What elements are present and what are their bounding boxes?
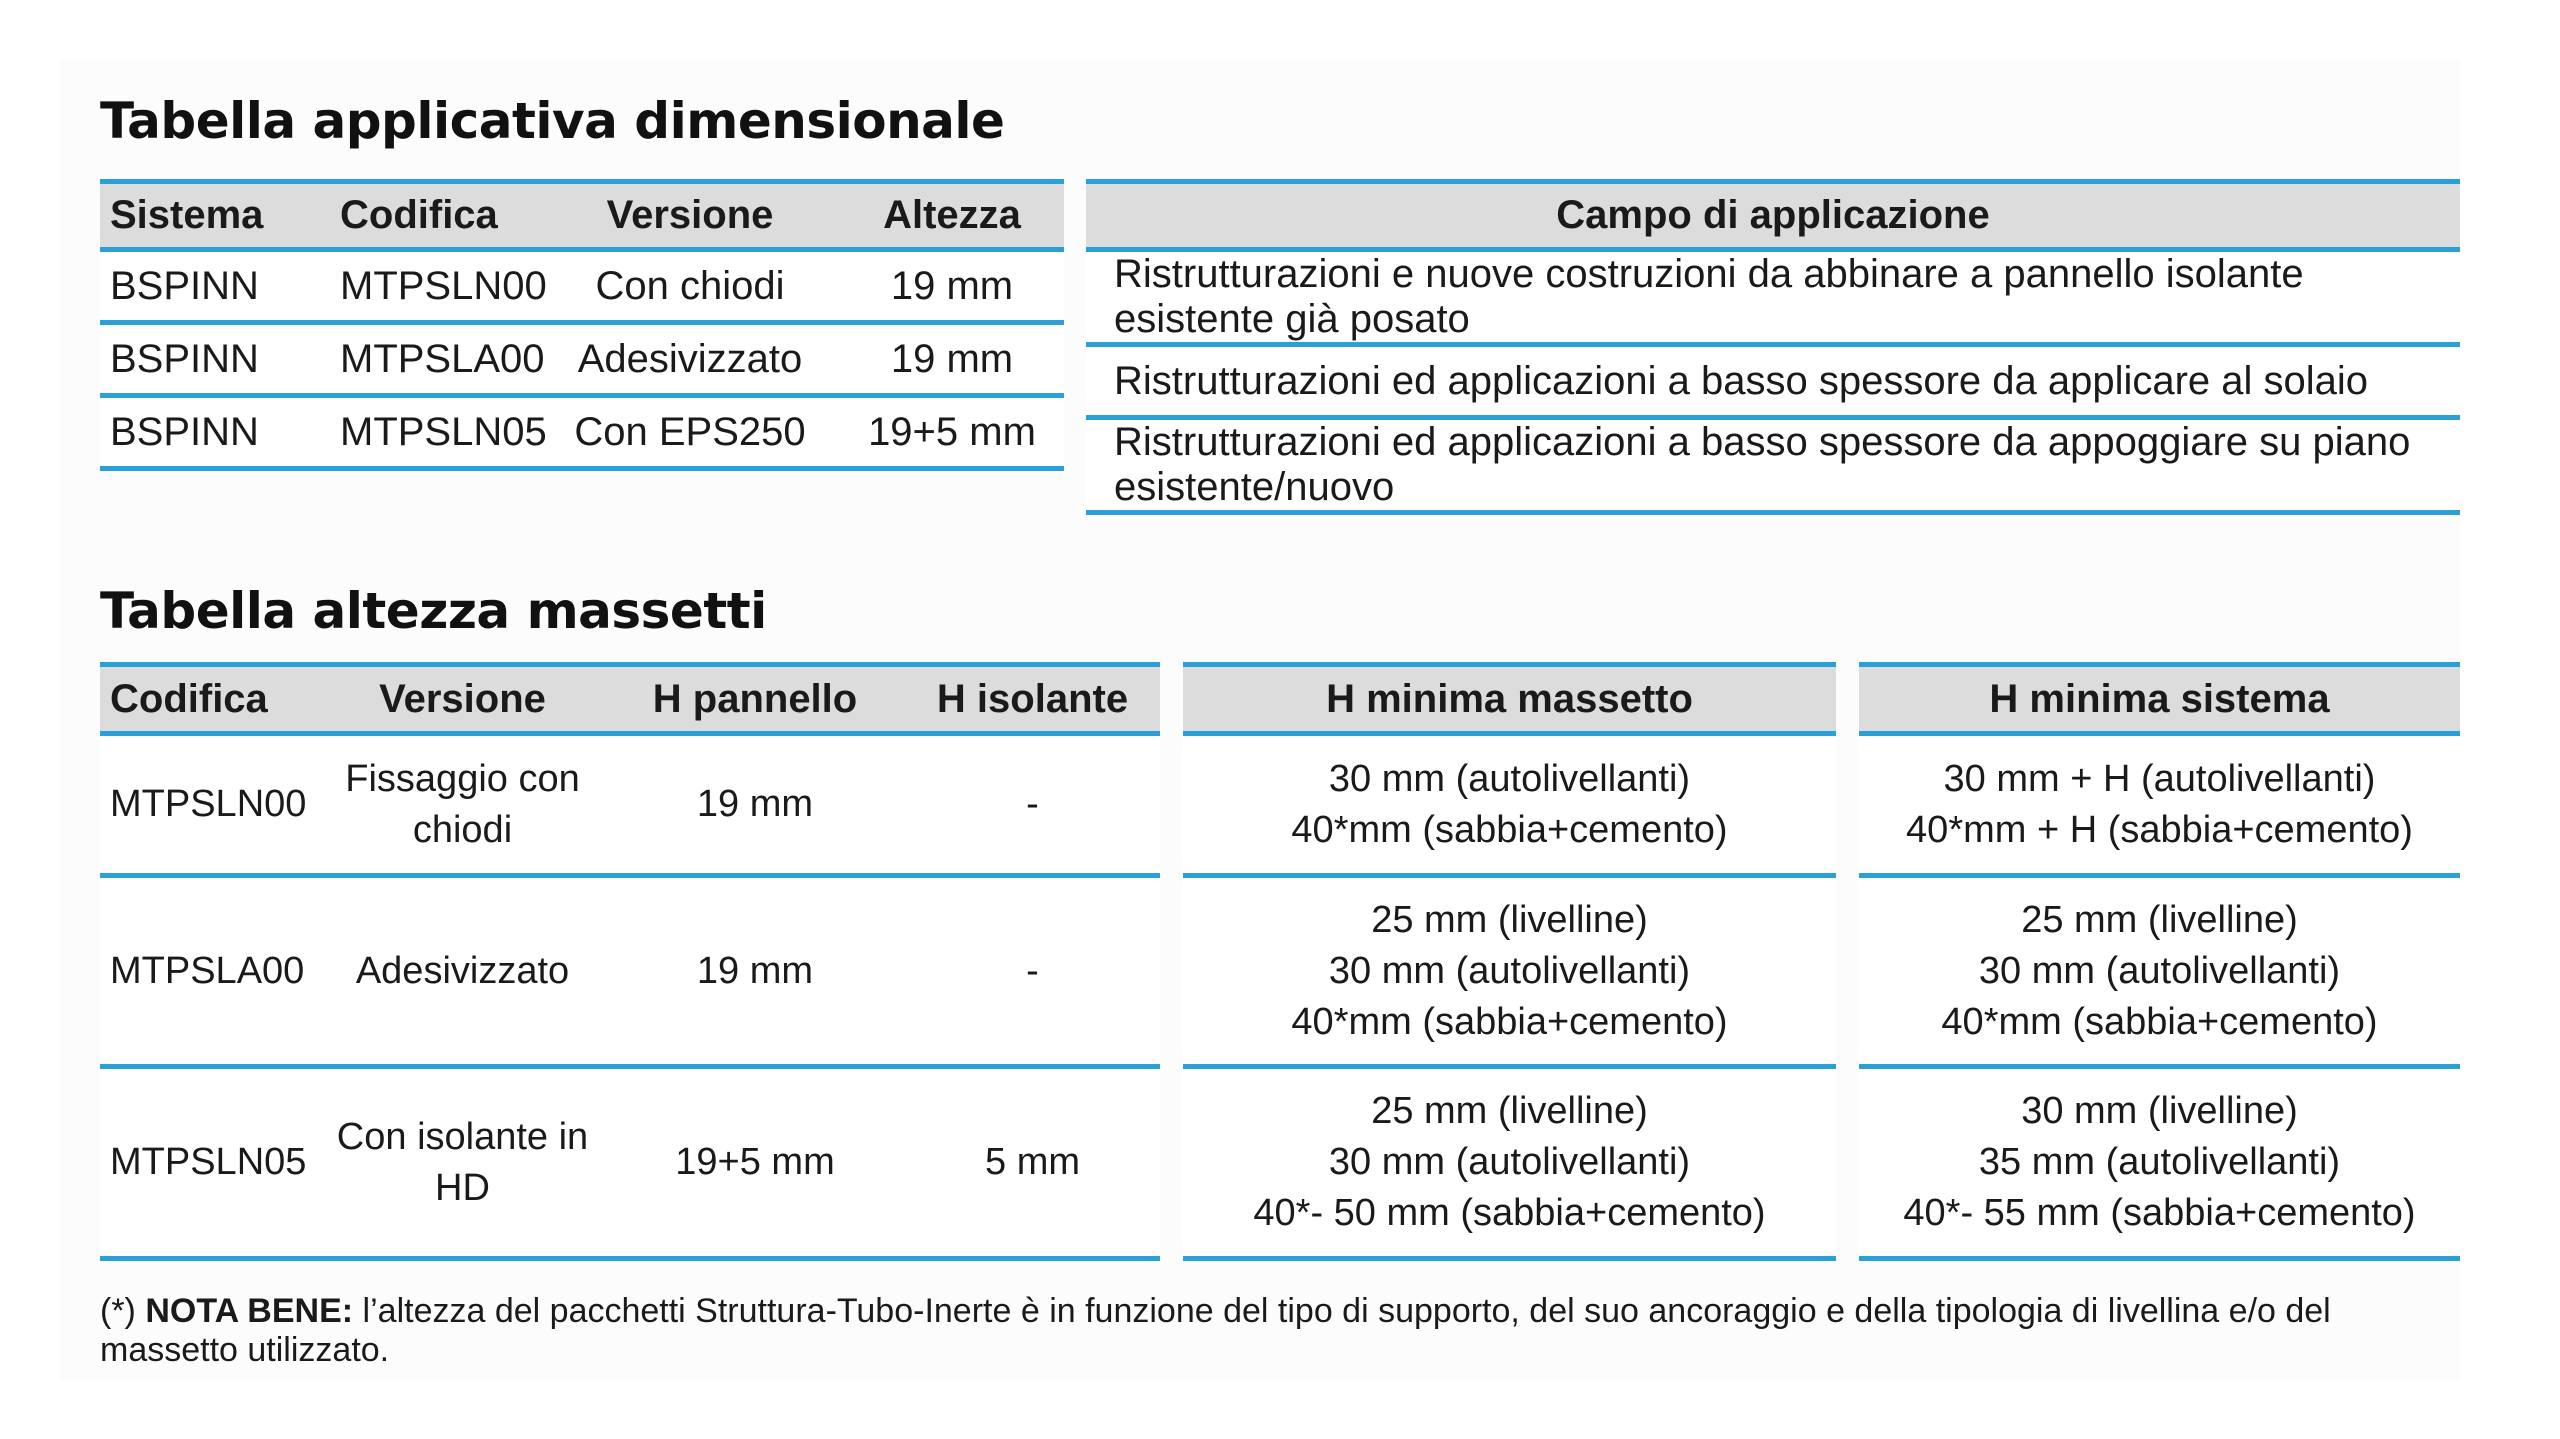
table2-massetto <box>1183 662 1836 1261</box>
cell-campo: Ristrutturazioni ed applicazioni a basso spessore da appoggiare su piano esistente/nuovo <box>1086 418 2460 513</box>
massetto-line: 30 mm (autolivellanti) <box>1328 757 1691 800</box>
cell-massetto <box>1183 1067 1836 1259</box>
sistema-line: 30 mm (livelline) <box>2021 1090 2298 1132</box>
massetto-line: 40*- 50 mm (sabbia+cemento) <box>1253 1192 1766 1234</box>
cell-altezza: 19 mm <box>840 323 1064 396</box>
cell-sistema <box>1859 876 2460 1067</box>
footnote-prefix: (*) <box>100 1292 146 1330</box>
table-row <box>100 250 1064 323</box>
table-row <box>1086 345 2460 418</box>
cell-h-isolante: - <box>905 734 1160 876</box>
table-row <box>1859 1067 2460 1259</box>
cell-sistema <box>1859 734 2460 876</box>
table2-title: Tabella altezza massetti <box>100 582 767 640</box>
table-row <box>1183 876 1836 1067</box>
cell-h-pannello: 19 mm <box>605 734 905 876</box>
cell-codifica: MTPSLN05 <box>100 1067 320 1259</box>
massetto-line: 25 mm (livelline) <box>1371 898 1648 941</box>
cell-campo: Ristrutturazioni e nuove costruzioni da abbinare a pannello isolante esistente già posato <box>1086 250 2460 345</box>
cell-altezza: 19+5 mm <box>840 396 1064 469</box>
header-versione: Versione <box>540 182 840 250</box>
cell-massetto <box>1183 876 1836 1067</box>
sistema-line: 40*mm + H (sabbia+cemento) <box>1906 808 2413 851</box>
table2-massetto-header-row <box>1183 665 1836 734</box>
table2-sistema-header-row <box>1859 665 2460 734</box>
cell-sistema: BSPINN <box>100 323 330 396</box>
cell-versione: Con isolante in HD <box>320 1067 605 1259</box>
header-h-isolante: H isolante <box>905 665 1160 734</box>
cell-campo: Ristrutturazioni ed applicazioni a basso spessore da applicare al solaio <box>1086 345 2460 418</box>
massetto-line: 30 mm (autolivellanti) <box>1328 949 1691 992</box>
header-h-minima-sistema: H minima sistema <box>1859 665 2460 734</box>
table-row <box>100 734 1160 876</box>
cell-codifica: MTPSLN00 <box>100 734 320 876</box>
table-row <box>1086 418 2460 513</box>
table-row <box>1086 250 2460 345</box>
cell-sistema: BSPINN <box>100 396 330 469</box>
cell-versione: Con EPS250 <box>540 396 840 469</box>
table2-main <box>100 662 1160 1261</box>
footnote <box>100 1292 2460 1370</box>
footnote-text: l’altezza del pacchetti Struttura-Tubo-Inerte è in funzione del tipo di supporto, del suo ancoraggio e della tipologia di livellina e/o del massetto utilizzato. <box>100 1292 2331 1369</box>
massetto-line: 30 mm (autolivellanti) <box>1328 1141 1691 1183</box>
header-h-minima-massetto: H minima massetto <box>1183 665 1836 734</box>
massetto-line: 40*mm (sabbia+cemento) <box>1291 808 1728 851</box>
table2-sistema <box>1859 662 2460 1261</box>
cell-sistema: BSPINN <box>100 250 330 323</box>
table-row <box>1859 876 2460 1067</box>
cell-h-isolante: 5 mm <box>905 1067 1160 1259</box>
cell-versione: Adesivizzato <box>540 323 840 396</box>
header-h-pannello: H pannello <box>605 665 905 734</box>
cell-versione: Fissaggio con chiodi <box>320 734 605 876</box>
cell-versione: Adesivizzato <box>320 876 605 1067</box>
table-row <box>100 1067 1160 1259</box>
table-row <box>1183 734 1836 876</box>
cell-h-isolante: - <box>905 876 1160 1067</box>
cell-codifica: MTPSLA00 <box>330 323 540 396</box>
footnote-label: NOTA BENE: <box>145 1292 354 1330</box>
table1-application-header-row <box>1086 182 2460 250</box>
cell-versione: Con chiodi <box>540 250 840 323</box>
massetto-line: 25 mm (livelline) <box>1371 1090 1648 1132</box>
cell-codifica: MTPSLN05 <box>330 396 540 469</box>
cell-h-pannello: 19 mm <box>605 876 905 1067</box>
sistema-line: 30 mm + H (autolivellanti) <box>1943 757 2376 800</box>
sistema-line: 30 mm (autolivellanti) <box>1978 949 2341 992</box>
cell-sistema <box>1859 1067 2460 1259</box>
cell-codifica: MTPSLN00 <box>330 250 540 323</box>
cell-codifica: MTPSLA00 <box>100 876 320 1067</box>
header-codifica: Codifica <box>330 182 540 250</box>
header-versione: Versione <box>320 665 605 734</box>
header-campo-applicazione: Campo di applicazione <box>1086 182 2460 250</box>
massetto-line: 40*mm (sabbia+cemento) <box>1291 1000 1728 1043</box>
header-altezza: Altezza <box>840 182 1064 250</box>
table-row <box>100 396 1064 469</box>
sistema-line: 25 mm (livelline) <box>2021 898 2298 941</box>
table1-application <box>1086 179 2460 515</box>
sistema-line: 35 mm (autolivellanti) <box>1978 1141 2341 1183</box>
table1-title: Tabella applicativa dimensionale <box>100 92 1005 150</box>
table-row <box>1183 1067 1836 1259</box>
cell-massetto <box>1183 734 1836 876</box>
table2-header-row <box>100 665 1160 734</box>
table-row <box>100 323 1064 396</box>
sistema-line: 40*mm (sabbia+cemento) <box>1941 1000 2378 1043</box>
header-sistema: Sistema <box>100 182 330 250</box>
cell-h-pannello: 19+5 mm <box>605 1067 905 1259</box>
cell-altezza: 19 mm <box>840 250 1064 323</box>
sistema-line: 40*- 55 mm (sabbia+cemento) <box>1903 1192 2416 1234</box>
header-codifica: Codifica <box>100 665 320 734</box>
table1-main <box>100 179 1064 471</box>
table-row <box>100 876 1160 1067</box>
table1-header-row <box>100 182 1064 250</box>
table-row <box>1859 734 2460 876</box>
